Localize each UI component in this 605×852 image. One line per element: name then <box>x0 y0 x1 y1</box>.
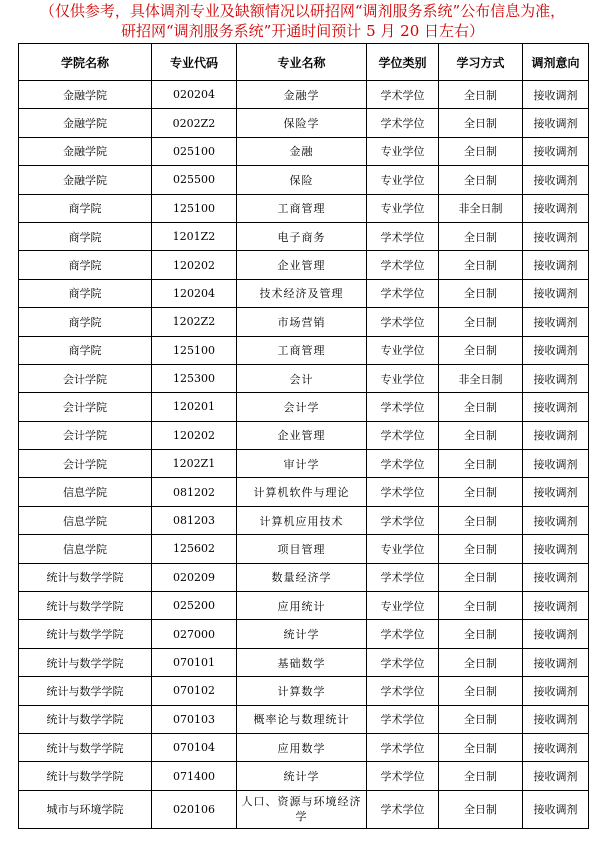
college-cell: 统计与数学学院 <box>19 620 152 648</box>
degree-type-cell: 学术学位 <box>367 733 439 761</box>
degree-type-cell: 专业学位 <box>367 535 439 563</box>
major-code-cell: 025100 <box>152 137 237 165</box>
study-mode-cell: 全日制 <box>439 478 523 506</box>
major-name-cell: 市场营销 <box>237 308 367 336</box>
study-mode-cell: 全日制 <box>439 308 523 336</box>
study-mode-cell: 非全日制 <box>439 194 523 222</box>
college-cell: 会计学院 <box>19 450 152 478</box>
study-mode-cell: 全日制 <box>439 81 523 109</box>
table-row <box>19 279 589 307</box>
adjust-intent-cell: 接收调剂 <box>523 450 589 478</box>
major-name-cell: 金融 <box>237 137 367 165</box>
major-code-cell: 025500 <box>152 166 237 194</box>
major-name-cell: 统计学 <box>237 620 367 648</box>
header-major-code: 专业代码 <box>152 44 237 81</box>
study-mode-cell: 全日制 <box>439 450 523 478</box>
major-code-cell: 1201Z2 <box>152 222 237 250</box>
study-mode-cell: 全日制 <box>439 592 523 620</box>
major-code-cell: 120202 <box>152 251 237 279</box>
study-mode-cell: 全日制 <box>439 733 523 761</box>
major-name-cell: 计算机软件与理论 <box>237 478 367 506</box>
major-name-cell: 电子商务 <box>237 222 367 250</box>
study-mode-cell: 全日制 <box>439 222 523 250</box>
major-code-cell: 1202Z2 <box>152 308 237 336</box>
degree-type-cell: 学术学位 <box>367 393 439 421</box>
table-row <box>19 620 589 648</box>
header-degree-type: 学位类别 <box>367 44 439 81</box>
adjust-intent-cell: 接收调剂 <box>523 279 589 307</box>
college-cell: 统计与数学学院 <box>19 648 152 676</box>
notice-line-2: 研招网“调剂服务系统”开通时间预计 5 月 20 日左右） <box>120 22 485 40</box>
degree-type-cell: 学术学位 <box>367 677 439 705</box>
notice-text <box>0 0 605 40</box>
adjust-intent-cell: 接收调剂 <box>523 733 589 761</box>
major-name-cell: 会计 <box>237 364 367 392</box>
adjust-intent-cell: 接收调剂 <box>523 308 589 336</box>
study-mode-cell: 全日制 <box>439 506 523 534</box>
major-code-cell: 120204 <box>152 279 237 307</box>
adjust-intent-cell: 接收调剂 <box>523 705 589 733</box>
table-row <box>19 421 589 449</box>
adjust-intent-cell: 接收调剂 <box>523 81 589 109</box>
major-code-cell: 070103 <box>152 705 237 733</box>
college-cell: 金融学院 <box>19 166 152 194</box>
major-code-cell: 0202Z2 <box>152 109 237 137</box>
college-cell: 统计与数学学院 <box>19 563 152 591</box>
header-major-name: 专业名称 <box>237 44 367 81</box>
college-cell: 会计学院 <box>19 421 152 449</box>
adjust-intent-cell: 接收调剂 <box>523 364 589 392</box>
degree-type-cell: 学术学位 <box>367 620 439 648</box>
major-name-cell: 金融学 <box>237 81 367 109</box>
table-row <box>19 450 589 478</box>
major-name-cell: 工商管理 <box>237 194 367 222</box>
adjust-intent-cell: 接收调剂 <box>523 648 589 676</box>
major-code-cell: 125100 <box>152 336 237 364</box>
table-row <box>19 81 589 109</box>
college-cell: 信息学院 <box>19 478 152 506</box>
major-name-cell: 人口、资源与环境经济学 <box>237 790 367 828</box>
table-row <box>19 393 589 421</box>
college-cell: 商学院 <box>19 279 152 307</box>
table-row <box>19 336 589 364</box>
degree-type-cell: 学术学位 <box>367 222 439 250</box>
adjust-intent-cell: 接收调剂 <box>523 166 589 194</box>
table-row <box>19 364 589 392</box>
adjust-intent-cell: 接收调剂 <box>523 535 589 563</box>
study-mode-cell: 全日制 <box>439 762 523 790</box>
table-header-row <box>19 44 589 81</box>
major-name-cell: 数量经济学 <box>237 563 367 591</box>
study-mode-cell: 全日制 <box>439 705 523 733</box>
degree-type-cell: 学术学位 <box>367 251 439 279</box>
degree-type-cell: 专业学位 <box>367 364 439 392</box>
degree-type-cell: 学术学位 <box>367 790 439 828</box>
study-mode-cell: 全日制 <box>439 677 523 705</box>
major-code-cell: 125100 <box>152 194 237 222</box>
adjust-intent-cell: 接收调剂 <box>523 592 589 620</box>
major-name-cell: 技术经济及管理 <box>237 279 367 307</box>
study-mode-cell: 全日制 <box>439 166 523 194</box>
header-study-mode: 学习方式 <box>439 44 523 81</box>
degree-type-cell: 专业学位 <box>367 336 439 364</box>
college-cell: 商学院 <box>19 194 152 222</box>
table-row <box>19 790 589 828</box>
major-name-cell: 项目管理 <box>237 535 367 563</box>
major-code-cell: 120202 <box>152 421 237 449</box>
major-code-cell: 081202 <box>152 478 237 506</box>
degree-type-cell: 学术学位 <box>367 478 439 506</box>
major-name-cell: 审计学 <box>237 450 367 478</box>
major-code-cell: 020204 <box>152 81 237 109</box>
table-row <box>19 222 589 250</box>
adjust-intent-cell: 接收调剂 <box>523 393 589 421</box>
degree-type-cell: 专业学位 <box>367 166 439 194</box>
adjust-intent-cell: 接收调剂 <box>523 336 589 364</box>
major-name-cell: 应用统计 <box>237 592 367 620</box>
degree-type-cell: 学术学位 <box>367 506 439 534</box>
college-cell: 金融学院 <box>19 137 152 165</box>
major-name-cell: 工商管理 <box>237 336 367 364</box>
adjust-intent-cell: 接收调剂 <box>523 421 589 449</box>
degree-type-cell: 学术学位 <box>367 762 439 790</box>
degree-type-cell: 学术学位 <box>367 450 439 478</box>
table-row <box>19 506 589 534</box>
college-cell: 统计与数学学院 <box>19 592 152 620</box>
table-row <box>19 194 589 222</box>
degree-type-cell: 学术学位 <box>367 308 439 336</box>
major-code-cell: 020209 <box>152 563 237 591</box>
degree-type-cell: 学术学位 <box>367 109 439 137</box>
table-body <box>19 81 589 829</box>
college-cell: 统计与数学学院 <box>19 677 152 705</box>
major-name-cell: 应用数学 <box>237 733 367 761</box>
adjust-intent-cell: 接收调剂 <box>523 478 589 506</box>
major-code-cell: 070104 <box>152 733 237 761</box>
college-cell: 商学院 <box>19 336 152 364</box>
table-row <box>19 251 589 279</box>
major-name-cell: 企业管理 <box>237 421 367 449</box>
college-cell: 统计与数学学院 <box>19 762 152 790</box>
adjustment-table <box>18 43 589 829</box>
degree-type-cell: 学术学位 <box>367 421 439 449</box>
study-mode-cell: 全日制 <box>439 279 523 307</box>
notice-line-1: （仅供参考，具体调剂专业及缺额情况以研招网“调剂服务系统”公布信息为准， <box>39 2 566 20</box>
table-row <box>19 762 589 790</box>
degree-type-cell: 学术学位 <box>367 563 439 591</box>
adjust-intent-cell: 接收调剂 <box>523 790 589 828</box>
table-row <box>19 733 589 761</box>
degree-type-cell: 专业学位 <box>367 194 439 222</box>
study-mode-cell: 全日制 <box>439 620 523 648</box>
study-mode-cell: 全日制 <box>439 790 523 828</box>
study-mode-cell: 全日制 <box>439 421 523 449</box>
table-row <box>19 705 589 733</box>
major-code-cell: 125602 <box>152 535 237 563</box>
major-code-cell: 120201 <box>152 393 237 421</box>
study-mode-cell: 全日制 <box>439 535 523 563</box>
adjust-intent-cell: 接收调剂 <box>523 222 589 250</box>
adjust-intent-cell: 接收调剂 <box>523 620 589 648</box>
header-adjust-intent: 调剂意向 <box>523 44 589 81</box>
major-name-cell: 企业管理 <box>237 251 367 279</box>
degree-type-cell: 学术学位 <box>367 705 439 733</box>
major-code-cell: 020106 <box>152 790 237 828</box>
study-mode-cell: 全日制 <box>439 393 523 421</box>
study-mode-cell: 非全日制 <box>439 364 523 392</box>
adjust-intent-cell: 接收调剂 <box>523 762 589 790</box>
table-row <box>19 535 589 563</box>
major-name-cell: 统计学 <box>237 762 367 790</box>
major-code-cell: 1202Z1 <box>152 450 237 478</box>
college-cell: 会计学院 <box>19 393 152 421</box>
major-name-cell: 保险 <box>237 166 367 194</box>
table-row <box>19 478 589 506</box>
study-mode-cell: 全日制 <box>439 109 523 137</box>
major-code-cell: 027000 <box>152 620 237 648</box>
college-cell: 金融学院 <box>19 81 152 109</box>
major-code-cell: 070101 <box>152 648 237 676</box>
degree-type-cell: 学术学位 <box>367 279 439 307</box>
header-college: 学院名称 <box>19 44 152 81</box>
table-row <box>19 137 589 165</box>
adjust-intent-cell: 接收调剂 <box>523 506 589 534</box>
college-cell: 商学院 <box>19 251 152 279</box>
table-row <box>19 308 589 336</box>
college-cell: 会计学院 <box>19 364 152 392</box>
adjust-intent-cell: 接收调剂 <box>523 251 589 279</box>
table-row <box>19 592 589 620</box>
major-name-cell: 概率论与数理统计 <box>237 705 367 733</box>
adjust-intent-cell: 接收调剂 <box>523 194 589 222</box>
study-mode-cell: 全日制 <box>439 137 523 165</box>
college-cell: 信息学院 <box>19 506 152 534</box>
degree-type-cell: 学术学位 <box>367 648 439 676</box>
table-row <box>19 563 589 591</box>
college-cell: 商学院 <box>19 222 152 250</box>
college-cell: 商学院 <box>19 308 152 336</box>
major-code-cell: 125300 <box>152 364 237 392</box>
adjust-intent-cell: 接收调剂 <box>523 677 589 705</box>
adjust-intent-cell: 接收调剂 <box>523 137 589 165</box>
major-code-cell: 070102 <box>152 677 237 705</box>
degree-type-cell: 专业学位 <box>367 592 439 620</box>
college-cell: 信息学院 <box>19 535 152 563</box>
study-mode-cell: 全日制 <box>439 563 523 591</box>
degree-type-cell: 专业学位 <box>367 137 439 165</box>
major-name-cell: 计算数学 <box>237 677 367 705</box>
major-name-cell: 保险学 <box>237 109 367 137</box>
table-row <box>19 648 589 676</box>
college-cell: 城市与环境学院 <box>19 790 152 828</box>
major-name-cell: 基础数学 <box>237 648 367 676</box>
table-row <box>19 166 589 194</box>
study-mode-cell: 全日制 <box>439 648 523 676</box>
college-cell: 统计与数学学院 <box>19 733 152 761</box>
major-code-cell: 071400 <box>152 762 237 790</box>
college-cell: 金融学院 <box>19 109 152 137</box>
major-name-cell: 计算机应用技术 <box>237 506 367 534</box>
study-mode-cell: 全日制 <box>439 251 523 279</box>
adjust-intent-cell: 接收调剂 <box>523 563 589 591</box>
major-code-cell: 081203 <box>152 506 237 534</box>
college-cell: 统计与数学学院 <box>19 705 152 733</box>
major-code-cell: 025200 <box>152 592 237 620</box>
degree-type-cell: 学术学位 <box>367 81 439 109</box>
study-mode-cell: 全日制 <box>439 336 523 364</box>
adjust-intent-cell: 接收调剂 <box>523 109 589 137</box>
major-name-cell: 会计学 <box>237 393 367 421</box>
table-row <box>19 677 589 705</box>
table-row <box>19 109 589 137</box>
